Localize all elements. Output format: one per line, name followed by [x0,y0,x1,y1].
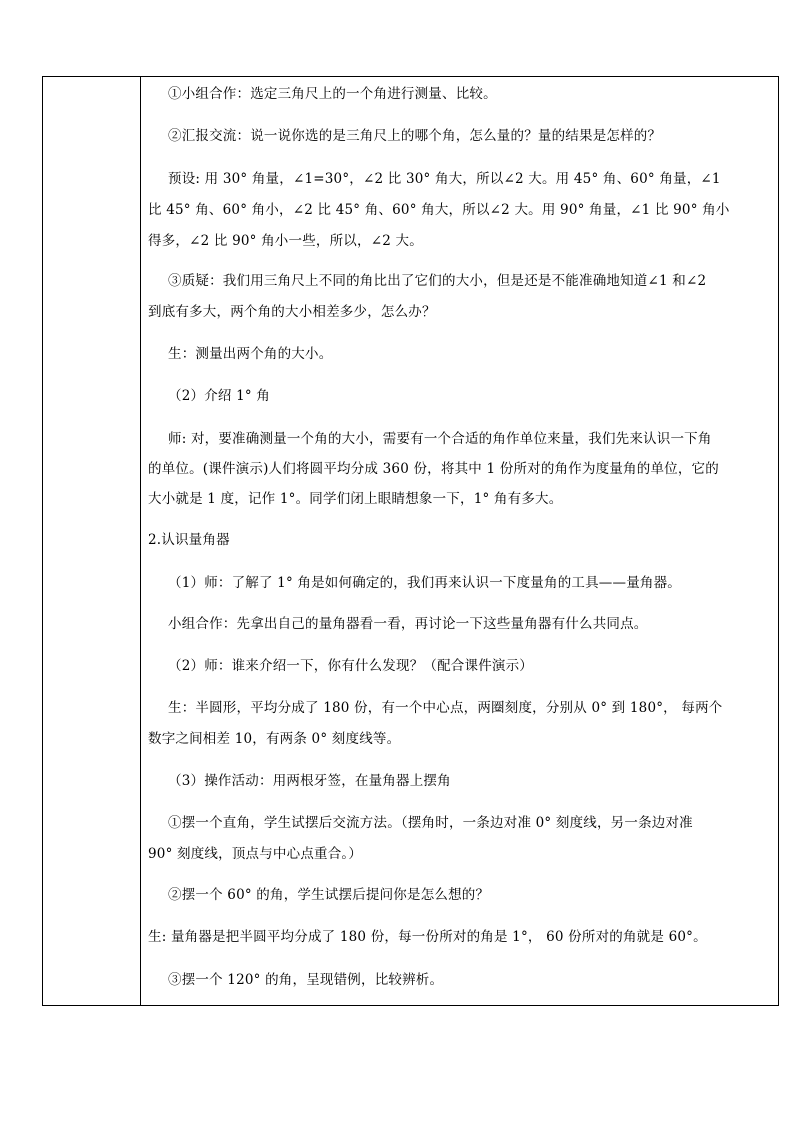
section-heading-protractor: 2.认识量角器 [148,532,230,548]
preset-line-3: 得多，∠2 比 90° 角小一些，所以，∠2 大。 [148,233,423,249]
teacher-line-3: 大小就是 1 度，记作 1°。同学们闭上眼睛想象一下，1° 角有多大。 [148,491,563,507]
question-line-1: ③质疑：我们用三角尺上不同的角比出了它们的大小，但是还是不能准确地知道∠1 和∠2 [168,273,707,289]
teacher-line-1: 师: 对，要准确测量一个角的大小，需要有一个合适的角作单位来量，我们先来认识一下角 [168,431,712,447]
subheading-1-degree: （2）介绍 1° 角 [168,388,271,404]
step-report: ②汇报交流：说一说你选的是三角尺上的哪个角，怎么量的？量的结果是怎样的？ [168,128,662,144]
teacher-line-2: 的单位。(课件演示)人们将圆平均分成 360 份，将其中 1 份所对的角作为度量角的单位，它的 [148,461,719,477]
student-answer-2-line-2: 数字之间相差 10，有两条 0° 刻度线等。 [148,731,401,747]
group-observe: 小组合作：先拿出自己的量角器看一看，再讨论一下这些量角器有什么共同点。 [168,616,648,632]
preset-line-1: 预设: 用 30° 角量，∠1=30°，∠2 比 30° 角大，所以∠2 大。用 45° 角、60° 角量，∠1 [168,171,721,187]
teacher-ask-findings: （2）师：谁来介绍一下，你有什么发现？（配合课件演示） [168,658,533,674]
student-answer-3: 生: 量角器是把半圆平均分成了 180 份，每一份所对的角是 1°， 60 份所对的角就是 60°。 [148,929,707,945]
activity-heading: （3）操作活动：用两根牙签，在量角器上摆角 [168,773,451,789]
teacher-intro-tool: （1）师：了解了 1° 角是如何确定的，我们再来认识一下度量角的工具——量角器。 [168,575,682,591]
right-angle-line-1: ①摆一个直角，学生试摆后交流方法。（摆角时，一条边对准 0° 刻度线，另一条边对准 [168,815,693,831]
student-answer-1: 生：测量出两个角的大小。 [168,346,333,362]
question-line-2: 到底有多大，两个角的大小相差多少，怎么办？ [148,304,436,320]
step-group-measure: ①小组合作：选定三角尺上的一个角进行测量、比较。 [168,86,497,102]
angle-60-task: ②摆一个 60° 的角，学生试摆后提问你是怎么想的？ [168,887,490,903]
angle-120-task: ③摆一个 120° 的角，呈现错例，比较辨析。 [168,972,444,988]
student-answer-2-line-1: 生：半圆形，平均分成了 180 份，有一个中心点，两圈刻度，分别从 0° 到 180°， 每两个 [168,700,723,716]
preset-line-2: 比 45° 角、60° 角小，∠2 比 45° 角、60° 角大，所以∠2 大。用 90° 角量，∠1 比 90° 角小 [148,202,730,218]
right-angle-line-2: 90° 刻度线，顶点与中心点重合。） [148,846,363,862]
